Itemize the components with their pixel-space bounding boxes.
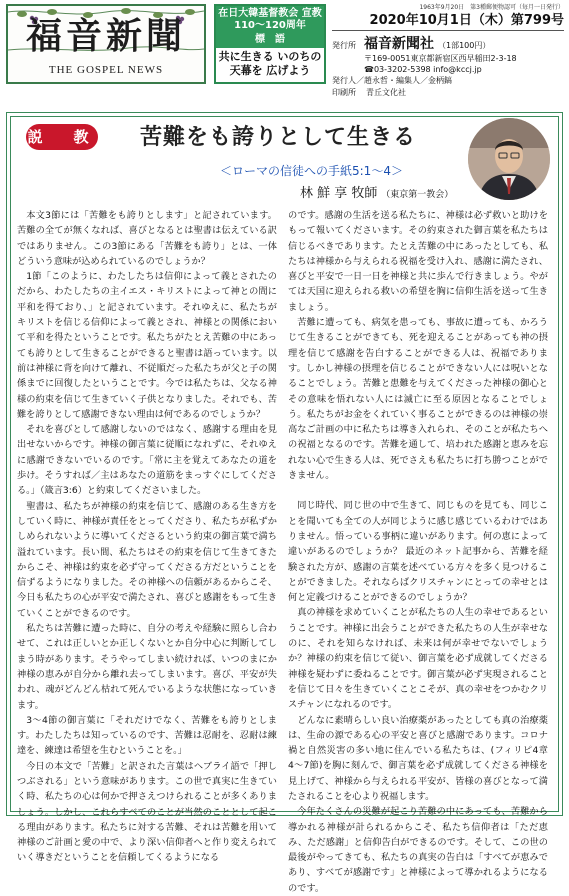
publisher-label: 発行所 [332, 41, 356, 50]
motto-label: 標 語 [216, 34, 324, 48]
portrait-image [468, 118, 550, 200]
paragraph: 本文3節には「苦難をも誇りとします」と記されています。苦難の全てが無くなれば、喜びとなるとは聖書は伝えている訳ではありません。この3節にある「苦難をも誇り」とは、一体どういう意味が込められているのでしょうか？ [17, 210, 277, 267]
paragraph: 真の神様を求めていくことが私たちの人生の幸せであるということです。神様に出会うことができた私たちの人生が幸せなのに、それを知らなければ、未来は何が幸せでないでしょうか？神様の約束を信じて従い、御言葉を必ず成就してくださる神様を疑わずに委ねることです。御言葉が必ず実現されることを信じて日々を生きていくことこそが、真の幸せをつかむクリスチャンになれるのです。 [288, 607, 548, 711]
masthead [6, 4, 206, 84]
article-title: 苦難をも誇りとして生きる [140, 125, 417, 150]
scripture-reference: ＜ローマの信徒への手紙5:1〜4＞ [220, 164, 403, 178]
motto-text: 共に生きる いのちの天幕を 広げよう [218, 50, 322, 77]
motto-box [214, 4, 326, 84]
paragraph: 聖書は、私たちが神様の約束を信じて、感謝のある生き方をしていく時に、神様が責任をとってくださり、私たちが私ずかしめられないように導いてくださるという約束の御言葉で満ち溢れています。長い間、私たちはその約束を信じて生きてきたからこそ、神様は約束を必ず守ってくださる方だということを信ずるようになりました。その神様への信頼があるからこそ、今日も私たちの心が平安で満たされ、喜びと感謝をもって生きていくことができるのです。 [17, 500, 277, 619]
printer-name: 青丘文化社 [366, 88, 406, 97]
sermon-badge: 説 教 [26, 124, 98, 150]
issue-registration: 1963年9月20日 第3種郵便物認可（毎月一日発行） [419, 4, 564, 11]
paragraph: 今年たくさんの災難が起こり苦難の中にあっても、苦難から導かれる神様が計られるからこそ、私たち信仰者は「ただ恵み、ただ感謝」と信仰告白ができるのです。そして、この世の最後がやってきても、私たちの真実の告白は「すべてが恵みであり、すべてが感謝です」と神様によって導かれるようになるのです。 [288, 806, 548, 894]
author-line [300, 182, 500, 201]
paragraph: 私たちは苦難に遭った時に、自分の考えや経験に照らし合わせて、これは正しいとか正しくないとか自分中心に判断してしまう時があります。そうやってしまい続ければ、いつのまにか神様の恵みが自分から離れ去ってしまいます。喜び、平安が失われ、魂がどんどん枯れて死んでいるような状態になっていきます。 [17, 623, 277, 711]
motto-header: 在日大韓基督教会 宣教110〜120周年 [216, 6, 324, 34]
masthead-subtitle: THE GOSPEL NEWS [48, 64, 164, 76]
paragraph: どんなに素晴らしい良い治療薬があったとしても真の治療薬は、生命の源である心の平安と喜びと感謝であります。コロナ禍と自然災害の多い地に住んでいる私たちは、(フィリピ4章4〜7節)を胸に刻んで、御言葉を必ず成就してくださる神様を見上げて、神様から与えられる平安が、皆様の喜びとなって満たされることを心より祝福します。 [288, 714, 548, 802]
author-church: （東京第一教会） [381, 190, 454, 200]
issue-date: 2020年10月1日（木）第799号 [332, 12, 564, 31]
paragraph: のです。感謝の生活を送る私たちに、神様は必ず救いと助けをもって報いてくださいます。その約束された御言葉を私たちは信じるべきであります。たとえ苦難の中にあったとしても、私たちは神様から与えられる祝福を受け入れ、感謝に満たされ、喜びと平安で一日一日を神様と共に歩んで行きましょう。やがては天国に迎えられる救いの希望を胸に信仰生活を送って生きましょう。 [288, 210, 548, 313]
paragraph: 同じ時代、同じ世の中で生きて、同じものを見ても、同じことを聞いても全ての人が同じように感じ感じているわけではありません。悟っている事柄に違いがあります。何の恵によって違いがあるのでしょうか？ 最近のネット記事から、苦難を経験された方が、感謝の言葉を述べている方々を多く見つけることができました。それならばクリスチャンにとっての幸せとは何と定義づけることができるのでしょうか？ [288, 500, 548, 604]
paragraph: それを喜びとして感謝しないのではなく、感謝する理由を見出せないからです。神様の御言葉に従順になれずに、それゆえに感謝できないでいるのです。「常に主を覚えてあなたの道を歩け。そうすれば／主はあなたの道筋をまっすぐにしてくださる。」（箴言3:6）と約束してくださいました。 [17, 424, 277, 497]
publisher-row [332, 33, 564, 53]
publisher-contact: ☎03-3202-5398 info@kccj.jp [364, 65, 482, 74]
printer-label: 印刷所 [332, 88, 356, 97]
printer-row [332, 87, 564, 99]
issue-price: （1部100円） [438, 41, 491, 50]
publisher-address: 〒169-0051東京都新宿区西早稲田2-3-18 [364, 54, 517, 63]
author-name: 林 鮮 享 牧師 [300, 186, 378, 201]
paragraph: 3〜4節の御言葉に「それだけでなく、苦難をも誇りとします。わたしたちは知っているのです、苦難は忍耐を、忍耐は練達を、練達は希望を生むということを。」 [17, 714, 277, 757]
article-column-right [288, 208, 548, 896]
paragraph: 今日の本文で「苦難」と訳された言葉はヘブライ語で「押しつぶされる」という意味があります。この世で真実に生きていく時、私たちの心は何かで押さえつけられることが多くありましょう。しかし、これらすべてのことが当然のこととして起こる理由があります。私たちに対する苦難、それは苦難を用いて神様のご計画と愛の中で、より深い信仰者へと作り変えられていく導きだということを信頼してくるようになる [17, 760, 277, 864]
publisher-people: 発行人／趙永哲・編集人／金柄鎬 [332, 76, 452, 85]
masthead-title: 福音新聞 [25, 15, 186, 57]
publisher-name: 福音新聞社 [364, 36, 434, 52]
author-photo [468, 118, 550, 200]
issue-info [332, 4, 564, 99]
paragraph: 1節「このように、わたしたちは信仰によって義とされたのだから、わたしたちの主イエス・キリストによって神との間に平和を得ており、」と記されています。それゆえに、私たちがキリストを信じる信仰によって義とされ、神様との関係において平和を得たということです。私たちがたとえ苦難の中にあっても誇りとして生きることができると聖書は語っています。以前は神様に背を向けて離れ、不従順だった私たちが父と子の関係までに回復したということです。今では私たちは、父なる神様の約束を信じて生きていく子供となりました。それでも、苦難を誇りとして感謝できない理由は何であるのでしょうか？ [17, 271, 277, 420]
paragraph: 苦難に遭っても、病気を患っても、事故に遭っても、かろうじて生きることができても、死を迎えることがあっても神の摂理を信じて感謝を告白することができる人は、祝福であります。しかし神様の摂理を信じることができない人には呪いとなることでしょう。苦難と患難を与えてくださった神様の御心とその意味を悟れない人には滅亡に至る原因となることでしょう。私たちがお金をくれていく事ることができるのは神様の崇高なご計画の中に私たちは導き入れられ、そのことが私たちへの祝福となるのです。苦難を通して、培われた感謝と恵みを忘れない心で生きる人は、死でさえも私たちに打ち勝つことができません。 [288, 317, 548, 482]
article-column-left [17, 208, 277, 866]
